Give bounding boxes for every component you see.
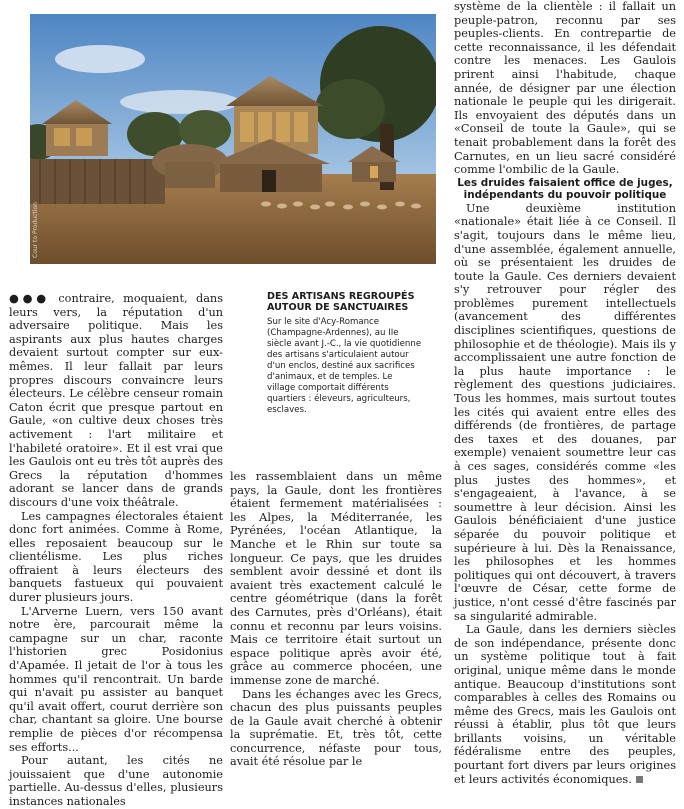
- column-3-paragraph-3: [454, 623, 676, 786]
- column-1-paragraph-4: Pour autant, les cités ne jouissaient que d'une autonomie partielle. Au-dessus d'elles, plusieurs instances nationales: [9, 754, 223, 808]
- paragraph-text: La Gaule, dans les derniers siècles de son indépendance, présente donc un système politique tout à fait original, unique même dans le monde antique. Beaucoup d'institutions sont comparables à celles des Romains ou même des Grecs, mais les Gaulois ont réussi à établir, plus tôt que leurs brillants voisins, un véritable fédéralisme entre des peuples, pourtant fort divers par leurs origines et leurs activités économiques.: [454, 623, 676, 786]
- column-1-paragraph-1: [9, 292, 223, 510]
- column-3-paragraph-1: système de la clientèle : il fallait un peuple-patron, reconnu par ses peuples-clients. En contrepartie de cette reconnaissance, il les défendait contre les menaces. Les Gaulois prirent ainsi l'habitude, chaque année, de désigner par une élection nationale le peuple qui les dirigerait. Ils envoyaient des députés dans un «Conseil de toute la Gaule», qui se tenait probablement dans la forêt des Carnutes, en un lieu sacré considéré comme l'ombilic de la Gaule.: [454, 0, 676, 177]
- photo-credit: Cour to Production: [32, 202, 39, 258]
- column-3-paragraph-2: Une deuxième institution «nationale» était liée à ce Conseil. Il s'agit, toujours dans le même lieu, d'une assemblée, également annuelle, où se présentaient les druides de toute la Gaule. Ces derniers devaient s'y retrouver pour régler des problèmes purement intellectuels (avancement des différentes disciplines scientifiques, questions de philosophie et de théologie). Mais ils y accomplissaient une autre fonction de la plus haute importance : le règlement des questions judiciaires. Tous les hommes, mais surtout toutes les cités qui avaient entre elles des différends (de frontières, de partage des taxes et des douanes, par exemple) venaient soumettre leur cas à ces sages, considérés comme «les plus justes des hommes», et s'engageaient, à l'avance, à se soumettre à leur décision. Ainsi les Gaulois bénéficiaient d'une justice séparée du pouvoir politique et supérieure à lui. Dès la Renaissance, les philosophes et les hommes politiques qui ont découvert, à travers l'œuvre de César, cette forme de justice, n'ont cessé d'être fascinés par sa singularité admirable.: [454, 201, 676, 623]
- image-caption: [267, 291, 423, 416]
- caption-title: DES ARTISANS REGROUPÉS AUTOUR DE SANCTUAIRES: [267, 291, 415, 313]
- column-2-paragraph-2: Dans les échanges avec les Grecs, chacun des plus puissants peuples de la Gaule avait cherché à obtenir la suprématie. Et, très tôt, cette concurrence, néfaste pour tous, avait été résolue par le: [230, 687, 442, 769]
- continuation-marker: ●●●: [9, 291, 50, 305]
- caption-text: Sur le site d'Acy-Romance (Champagne-Ardennes), au IIe siècle avant J.-C., la vie quotidienne des artisans s'articulaient autour d'un enclos, destiné aux sacrifices d'animaux, et de temples. Le village comportait différents quartiers : éleveurs, agriculteurs, esclaves.: [267, 317, 422, 415]
- section-subheading: Les druides faisaient office de juges, indépendants du pouvoir politique: [457, 176, 673, 202]
- end-of-article-icon: [636, 776, 643, 783]
- village-illustration: [30, 14, 436, 264]
- article-column-2: [230, 470, 442, 769]
- column-2-paragraph-1: les rassemblaient dans un même pays, la Gaule, dont les frontières étaient fermement matérialisées : les Alpes, la Méditerranée, les Pyrénées, l'océan Atlantique, la Manche et le Rhin sur toute sa longueur. Ce pays, que les druides semblent avoir dessiné et dont ils avaient très exactement calculé le centre géométrique (dans la forêt des Carnutes, près d'Orléans), était connu et reconnu par leurs voisins. Mais ce territoire était surtout un espace politique après avoir été, grâce au commerce phocéen, une immense zone de marché.: [230, 470, 442, 687]
- article-column-3: [454, 0, 676, 786]
- paragraph-text: contraire, moquaient, dans leurs vers, la réputation d'un adversaire politique. Mais les aspirants aux plus hautes charges devaient surtout compter sur eux-mêmes. Il leur fallait par leurs propres discours convaincre leurs électeurs. Le célèbre censeur romain Caton écrit que presque partout en Gaule, «on cultive deux choses très activement : l'art militaire et l'habileté oratoire». Et il est vrai que les Gaulois ont eu très tôt auprès des Grecs la réputation d'hommes adorant se lancer dans de grands discours d'une voix théâtrale.: [9, 292, 223, 509]
- column-1-paragraph-3: L'Arverne Luern, vers 150 avant notre ère, parcourait même la campagne sur un char, raconte l'historien grec Posidonius d'Apamée. Il jetait de l'or à tous les hommes qu'il rencontrait. Un barde qui n'avait pu assister au banquet qu'il avait offert, courut derrière son char, chantant sa gloire. Une bourse remplie de pièces d'or récompensa ses efforts...: [9, 604, 223, 754]
- gaulish-village-scene: [30, 14, 436, 264]
- column-1-paragraph-2: Les campagnes électorales étaient donc fort animées. Comme à Rome, elles reposaient beaucoup sur le clientélisme. Les plus riches offraient à leurs électeurs des banquets fastueux qui pouvaient durer plusieurs jours.: [9, 509, 223, 605]
- article-column-1: [9, 292, 223, 809]
